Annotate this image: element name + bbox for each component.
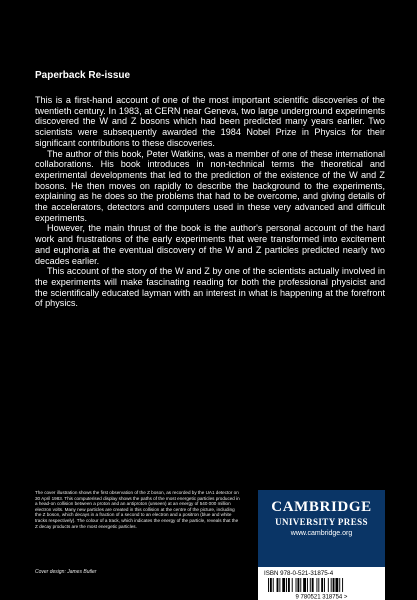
section-heading: Paperback Re-issue	[35, 70, 131, 81]
barcode-bar	[297, 578, 299, 592]
barcode-bar	[331, 578, 332, 592]
publisher-logo-block	[258, 490, 385, 567]
blurb-paragraph: This is a first-hand account of one of the most important scientific discoveries of the twentieth century. In 1983, at CERN near Geneva, two large underground experiments discovered the W and Z bosons which had been predicted many years earlier. Two scientists were subsequently awarded the 1984 Nobel Prize in Physics for their significant contributions to these discoveries.	[35, 95, 385, 148]
barcode-bar	[270, 578, 272, 592]
barcode-bar	[282, 578, 285, 592]
barcode-bar	[273, 578, 274, 592]
barcode-bar	[286, 578, 287, 592]
barcode-bar	[324, 578, 325, 592]
publisher-url: www.cambridge.org	[290, 530, 353, 537]
publisher-subtitle: UNIVERSITY PRESS	[275, 517, 368, 527]
isbn-barcode-block	[258, 567, 385, 600]
cover-design-credit: Cover design: James Butler	[35, 569, 97, 575]
barcode-bar	[268, 578, 269, 592]
cover-illustration-credit: The cover illustration shows the first observation of the Z boson, as recorded by the UA1 detector on 30 April 1983. This computerised display shows the paths of the most energetic particles produced in a head-on collision between a proton and an antiproton (unseen) at an energy of 540 000 million electron volts. Many new particles are created in this collision at the centre of the picture, including the Z boson, which decays in a fraction of a second to an electron and a positron (blue and white tracks respectively). The colour of a track, which indicates the energy of the particle, reveals that the Z decay products are the most energetic particles.	[35, 490, 240, 529]
barcode-digits: 9 780521 318754 >	[295, 594, 348, 600]
barcode-bar	[296, 578, 297, 592]
barcode-bar	[333, 578, 335, 592]
barcode-bar	[279, 578, 280, 592]
barcode-bar	[321, 578, 323, 592]
barcode-bar	[292, 578, 293, 592]
blurb-text	[35, 95, 385, 309]
barcode-bar	[328, 578, 329, 592]
barcode-bar	[300, 578, 301, 592]
barcode-bar	[318, 578, 319, 592]
barcode-bar	[310, 578, 311, 592]
blurb-paragraph: This account of the story of the W and Z by one of the scientists actually involved in the experiments will make fascinating reading for both the professional physicist and the scientifically educated layman with an interest in what is happening at the forefront of physics.	[35, 266, 385, 309]
barcode	[258, 567, 385, 600]
barcode-bar	[342, 578, 343, 592]
barcode-bar	[312, 578, 314, 592]
barcode-bar	[288, 578, 290, 592]
blurb-paragraph: However, the main thrust of the book is the author's personal account of the hard work and frustrations of the early experiments that were transformed into excitement and euphoria at the eventual discovery of the W and Z particles predicted nearly two decades earlier.	[35, 223, 385, 266]
isbn-label: ISBN 978-0-521-31875-4	[264, 570, 334, 577]
barcode-bar	[277, 578, 279, 592]
barcode-bar	[339, 578, 340, 592]
publisher-name: CAMBRIDGE	[271, 499, 372, 515]
barcode-bar	[335, 578, 338, 592]
barcode-bar	[303, 578, 306, 592]
barcode-bar	[316, 578, 317, 592]
blurb-paragraph: The author of this book, Peter Watkins, was a member of one of these international collaborations. His book introduces in non-technical terms the theoretical and experimental developments that led to the prediction of the existence of the W and Z bosons. He then moves on rapidly to describe the background to the experiments, explaining as he does so the problems that had to be overcome, and giving details of the accelerators, detectors and computers used in these very advanced and difficult experiments.	[35, 148, 385, 223]
barcode-bar	[307, 578, 308, 592]
